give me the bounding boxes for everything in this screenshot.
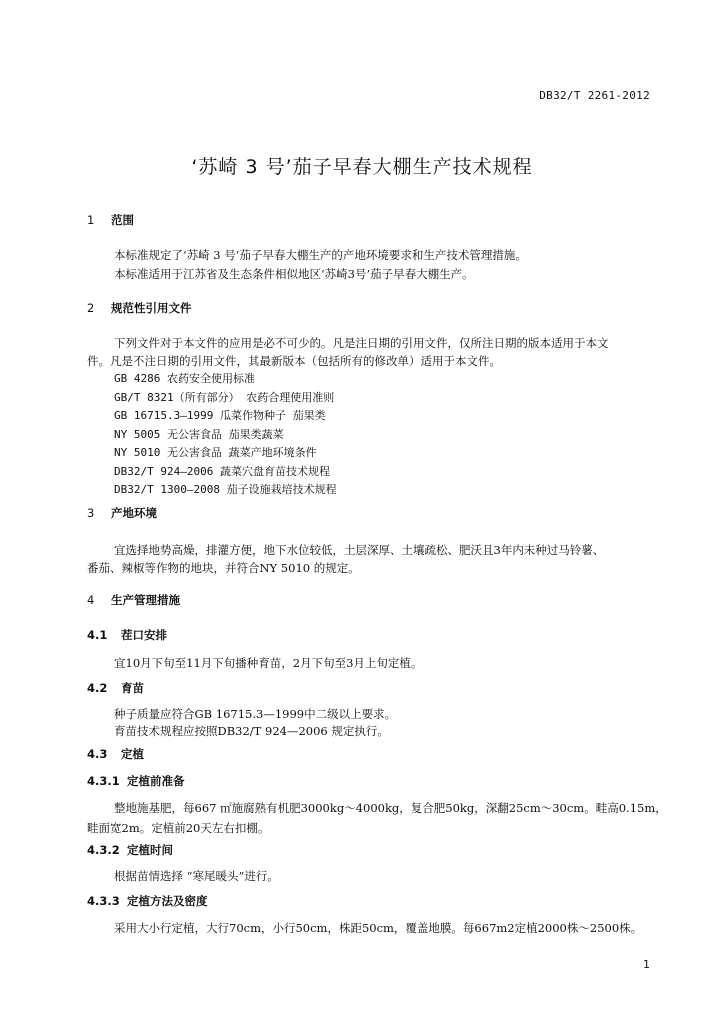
section-number: 4.3.3 xyxy=(87,894,120,908)
section-4-3-1-heading xyxy=(87,773,185,789)
section-3-heading xyxy=(87,505,157,521)
section-number: 3 xyxy=(87,506,95,520)
paragraph: 根据苗情选择 “寒尾暖头”进行。 xyxy=(114,869,279,883)
section-number: 4 xyxy=(87,593,95,607)
reference-item: DB32/T 924—2006 蔬菜穴盘育苗技术规程 xyxy=(114,464,330,478)
section-title: 定植前准备 xyxy=(127,774,185,788)
section-4-3-heading xyxy=(87,746,144,762)
section-title: 定植方法及密度 xyxy=(127,894,208,908)
paragraph-line: 宜选择地势高燥，排灌方便，地下水位较低，土层深厚、土壤疏松、肥沃且3年内未种过马铃薯、 xyxy=(114,543,605,557)
paragraph-line: 番茄、辣椒等作物的地块，并符合NY 5010 的规定。 xyxy=(87,561,360,575)
section-number: 4.3.2 xyxy=(87,843,120,857)
section-number: 4.3 xyxy=(87,747,108,761)
section-title: 茬口安排 xyxy=(121,628,167,642)
section-title: 生产管理措施 xyxy=(111,593,180,607)
page-number: 1 xyxy=(643,958,650,971)
section-4-2-heading xyxy=(87,680,144,696)
paragraph: 种子质量应符合GB 16715.3—1999中二级以上要求。 xyxy=(114,707,397,721)
section-number: 4.2 xyxy=(87,681,108,695)
reference-item: DB32/T 1300—2008 茄子设施栽培技术规程 xyxy=(114,483,337,496)
section-title: 育苗 xyxy=(121,681,144,695)
reference-item: GB/T 8321（所有部分） 农药合理使用准则 xyxy=(114,390,335,404)
section-number: 4.3.1 xyxy=(87,774,120,788)
paragraph: 宜10月下旬至11月下旬播种育苗，2月下旬至3月上旬定植。 xyxy=(114,656,423,670)
section-number: 1 xyxy=(87,213,95,227)
section-number: 4.1 xyxy=(87,628,108,642)
reference-item: NY 5005 无公害食品 茄果类蔬菜 xyxy=(114,427,284,441)
standard-number: DB32/T 2261-2012 xyxy=(539,89,650,102)
section-number: 2 xyxy=(87,301,95,315)
paragraph-line: 件。凡是不注日期的引用文件，其最新版本（包括所有的修改单）适用于本文件。 xyxy=(87,354,501,368)
section-1-heading xyxy=(87,212,134,228)
reference-item: NY 5010 无公害食品 蔬菜产地环境条件 xyxy=(114,446,317,459)
paragraph: 采用大小行定植，大行70cm，小行50cm，株距50cm，覆盖地膜。每667m2定植2000株～2500株。 xyxy=(114,921,643,935)
section-title: 定植时间 xyxy=(127,843,173,857)
paragraph-line: 下列文件对于本文件的应用是必不可少的。凡是注日期的引用文件，仅所注日期的版本适用于本文 xyxy=(114,336,609,350)
reference-item: GB 16715.3—1999 瓜菜作物种子 茄果类 xyxy=(114,409,326,422)
paragraph: 本标准适用于江苏省及生态条件相似地区‘苏崎3号’茄子早春大棚生产。 xyxy=(114,267,474,281)
paragraph: 育苗技术规程应按照DB32/T 924—2006 规定执行。 xyxy=(114,724,389,738)
paragraph-line: 整地施基肥，每667 ㎡施腐熟有机肥3000kg～4000kg，复合肥50kg，深翻25cm～30cm。畦高0.15m， xyxy=(114,801,667,815)
paragraph-line: 畦面宽2m。定植前20天左右扣棚。 xyxy=(87,821,270,835)
reference-list xyxy=(114,370,337,500)
section-2-heading xyxy=(87,300,192,316)
section-4-3-3-heading xyxy=(87,893,208,909)
document-title: ‘苏崎 3 号’茄子早春大棚生产技术规程 xyxy=(191,156,533,178)
section-4-heading xyxy=(87,592,180,608)
section-title: 产地环境 xyxy=(111,506,157,520)
section-title: 范围 xyxy=(111,213,134,227)
section-title: 定植 xyxy=(121,747,144,761)
section-title: 规范性引用文件 xyxy=(111,301,192,315)
paragraph: 本标准规定了‘苏崎 3 号’茄子早春大棚生产的产地环境要求和生产技术管理措施。 xyxy=(114,248,527,262)
section-4-1-heading xyxy=(87,627,167,643)
reference-item: GB 4286 农药安全使用标准 xyxy=(114,372,255,385)
section-4-3-2-heading xyxy=(87,842,173,858)
